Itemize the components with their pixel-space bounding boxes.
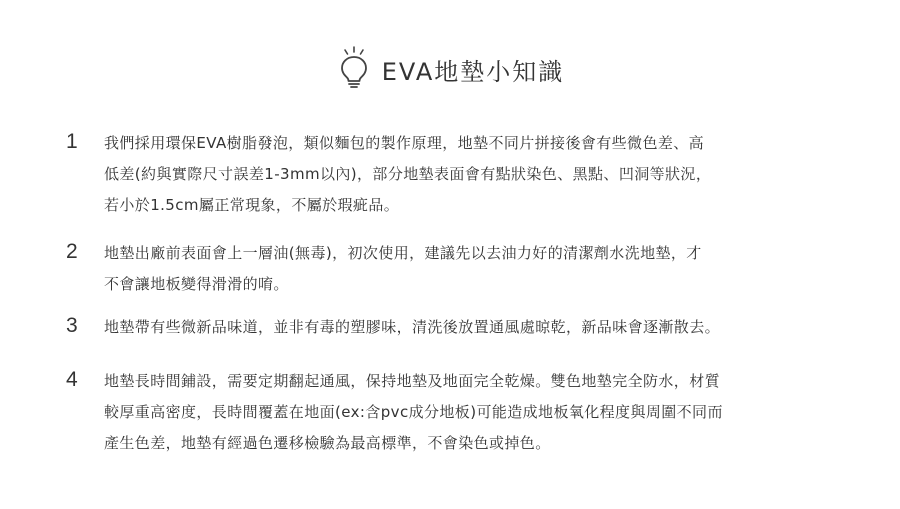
item-text-line: 若小於1.5cm屬正常現象，不屬於瑕疵品。 [104,196,400,214]
lightbulb-icon [336,45,372,89]
page-header [0,44,900,94]
item-number: 4 [66,368,78,391]
item-text-line: 產生色差，地墊有經過色遷移檢驗為最高標準，不會染色或掉色。 [104,434,551,452]
item-number: 3 [66,314,78,337]
item-text-line: 低差(約與實際尺寸誤差1-3mm以內)，部分地墊表面會有點狀染色、黑點、凹洞等狀況， [104,165,712,183]
item-text [104,128,864,221]
item-number: 1 [66,130,78,153]
item-text [104,312,864,343]
item-text-line: 不會讓地板變得滑滑的唷。 [104,275,289,293]
item-text-line: 地墊帶有些微新品味道，並非有毒的塑膠味，清洗後放置通風處晾乾，新品味會逐漸散去。 [104,318,721,336]
item-text-line: 地墊出廠前表面會上一層油(無毒)，初次使用，建議先以去油力好的清潔劑水洗地墊，才 [104,244,702,262]
item-text [104,366,864,459]
item-text-line: 地墊長時間鋪設，需要定期翻起通風，保持地墊及地面完全乾燥。雙色地墊完全防水，材質 [104,372,721,390]
item-text-line: 我們採用環保EVA樹脂發泡，類似麵包的製作原理，地墊不同片拼接後會有些微色差、高 [104,134,705,152]
item-number: 2 [66,240,78,263]
item-text [104,238,864,300]
page-title: EVA地墊小知識 [381,57,565,86]
item-text-line: 較厚重高密度，長時間覆蓋在地面(ex:含pvc成分地板)可能造成地板氧化程度與周圍不同而 [104,403,723,421]
